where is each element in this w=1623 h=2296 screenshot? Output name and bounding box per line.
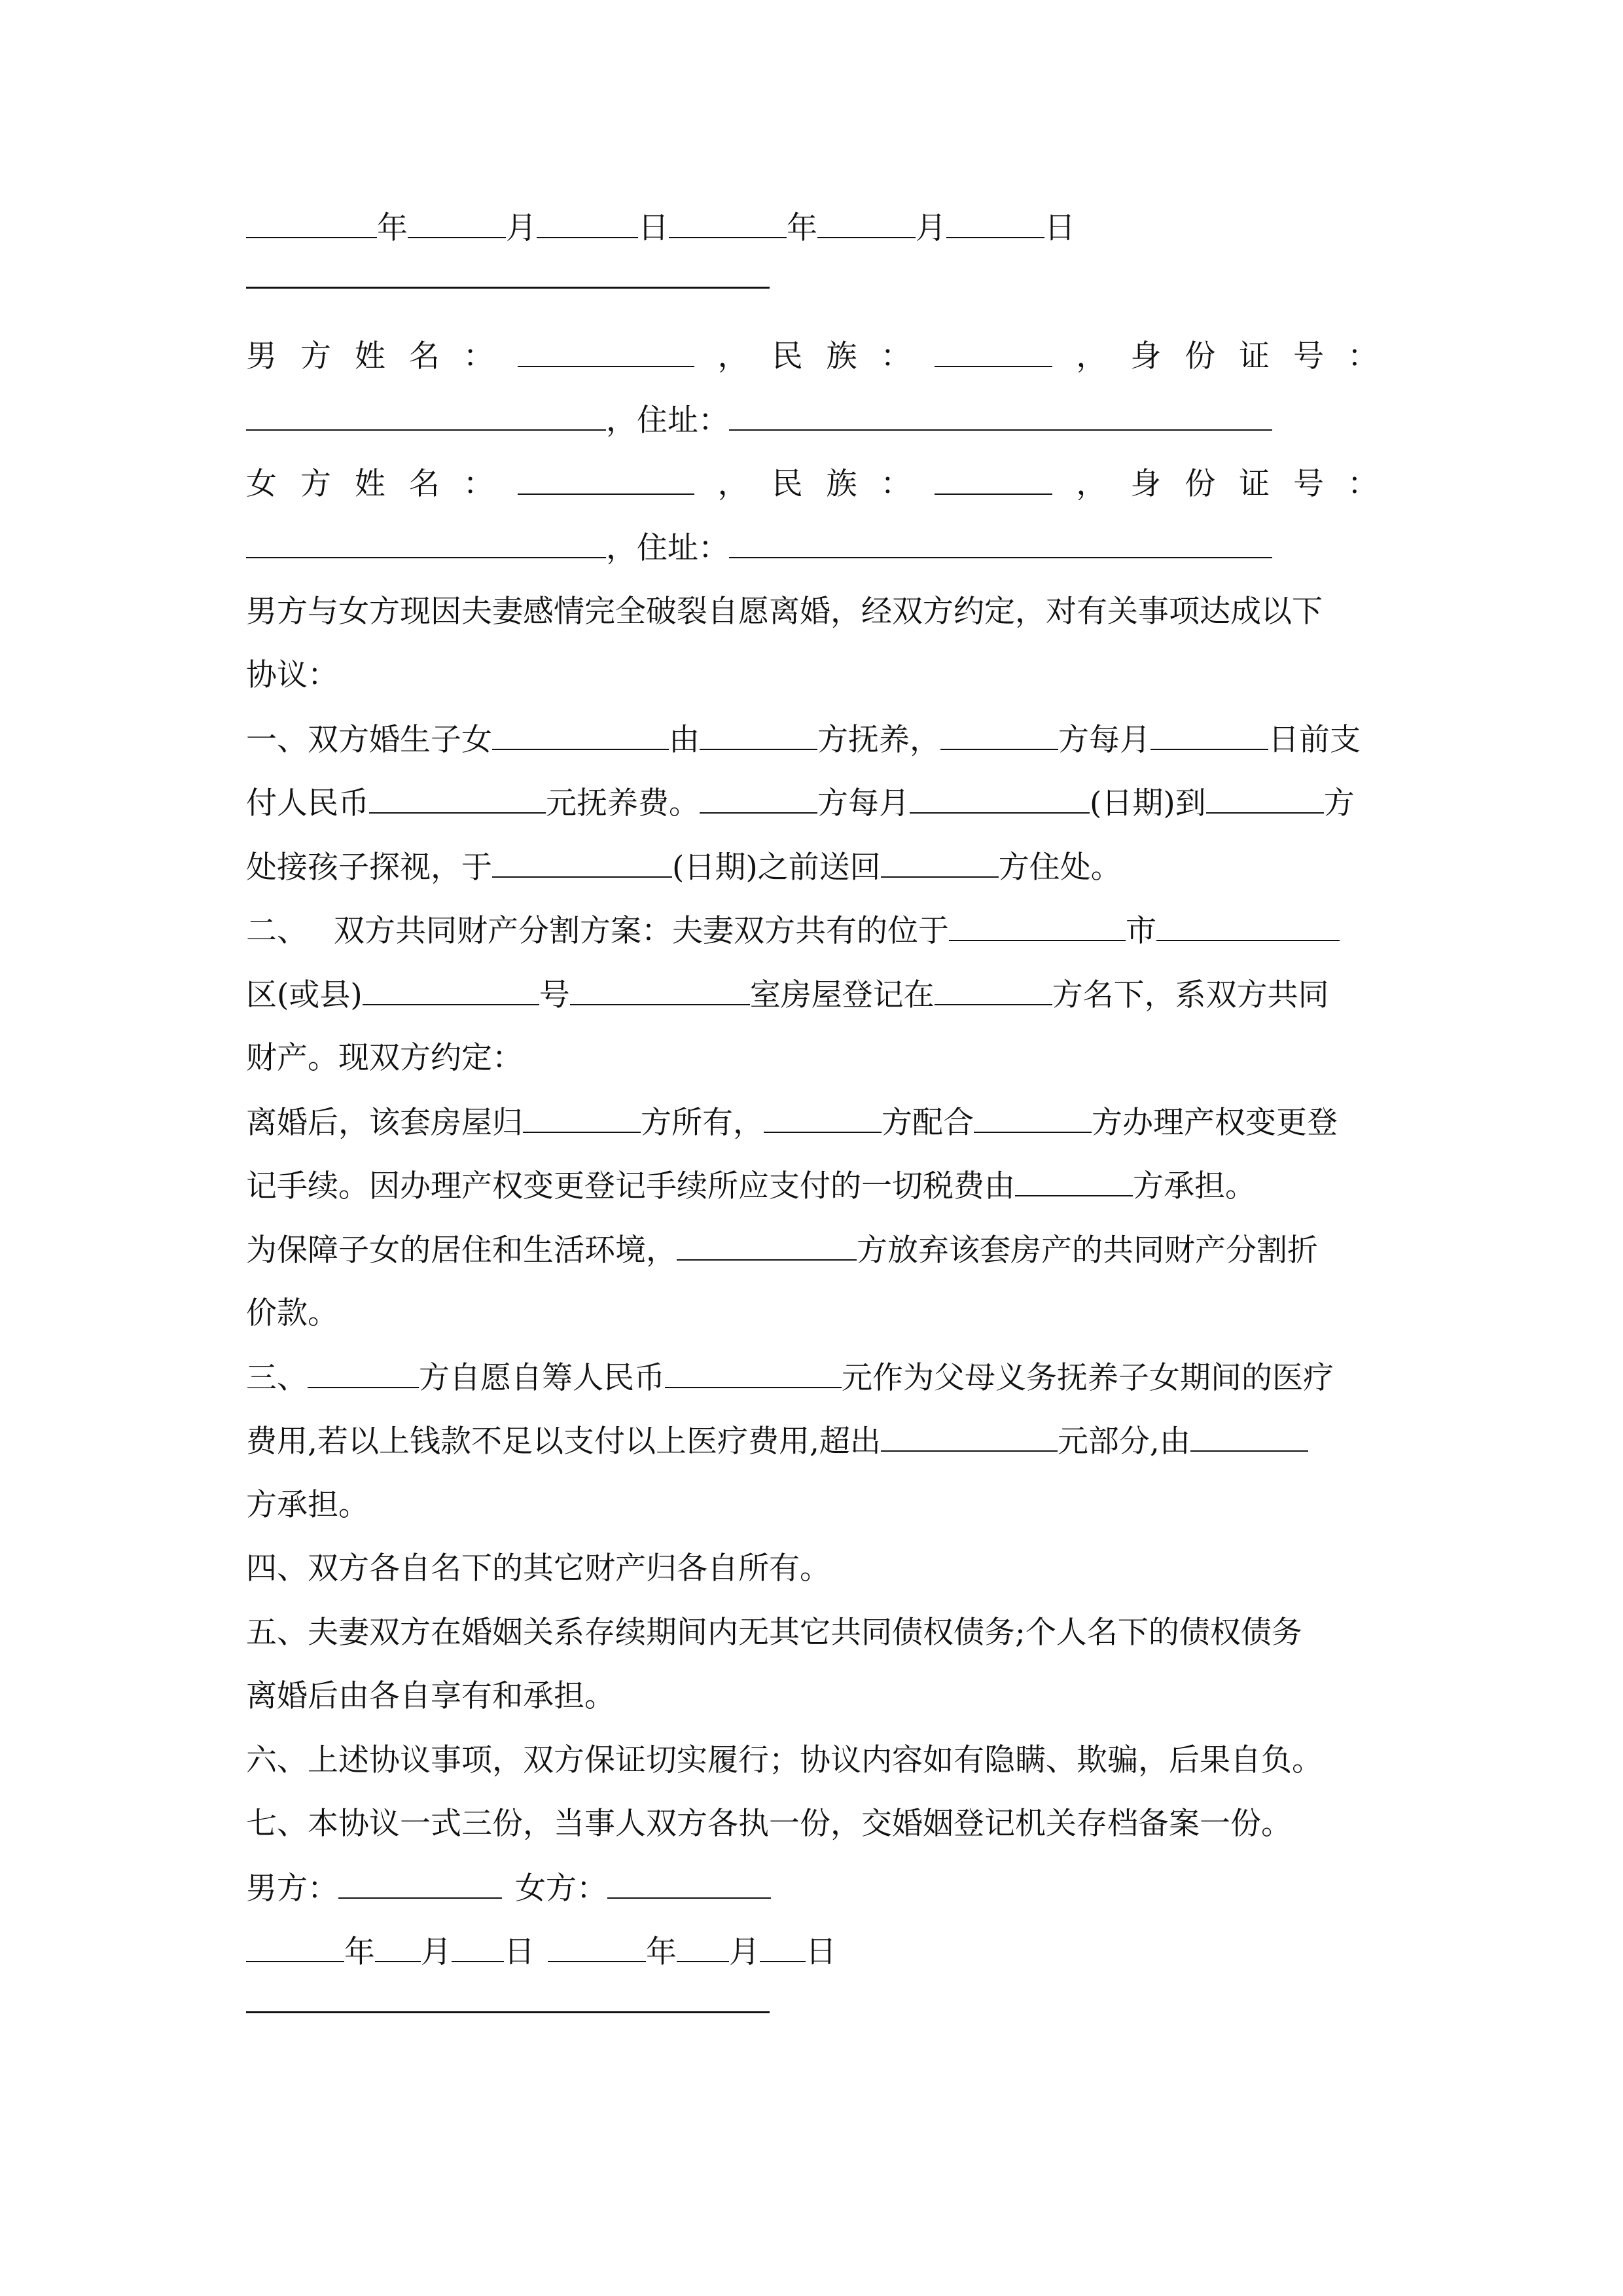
month-label: 月: [729, 1934, 760, 1970]
top-date-row: [246, 208, 1378, 248]
char: ：: [880, 466, 912, 502]
clause2-line-3: 财产。现双方约定：: [246, 1040, 523, 1076]
clause-text: 三、: [246, 1360, 308, 1396]
clause2-line-4: [246, 1103, 1378, 1143]
char: ：: [1347, 338, 1378, 374]
char: 女: [246, 466, 277, 502]
year-blank[interactable]: [246, 1932, 344, 1962]
party-blank[interactable]: [940, 720, 1058, 750]
clause-text: 离婚后，该套房屋归: [246, 1105, 523, 1141]
clause1-line-1: [246, 720, 1378, 760]
clause-text: 费用,若以上钱款不足以支付以上医疗费用,超出: [246, 1424, 881, 1460]
party-blank[interactable]: [308, 1358, 419, 1388]
district-blank[interactable]: [1156, 911, 1340, 941]
char: 身: [1130, 338, 1162, 374]
clause-text: 方: [1323, 785, 1355, 821]
clause-text: 方放弃该套房产的共同财产分割折: [857, 1232, 1318, 1268]
female-info-row: [246, 465, 1378, 504]
clause-text: 方自愿自筹人民币: [419, 1360, 665, 1396]
char: 名: [408, 338, 440, 374]
day-label: 日: [806, 1934, 836, 1970]
party-blank[interactable]: [1015, 1166, 1133, 1196]
clause-text: 区(或县): [246, 977, 363, 1013]
city-blank[interactable]: [949, 911, 1126, 941]
char: 名: [408, 466, 440, 502]
clause-text: 付人民币: [246, 785, 369, 821]
party-blank[interactable]: [935, 975, 1052, 1005]
intro-line-2: 协议：: [246, 657, 338, 693]
char: 证: [1239, 338, 1270, 374]
male-name-blank[interactable]: [518, 337, 694, 367]
male-address-blank[interactable]: [729, 401, 1272, 431]
female-signature-blank[interactable]: [607, 1869, 771, 1899]
year-blank[interactable]: [246, 208, 377, 238]
day-label: 日: [1044, 210, 1075, 246]
male-signature-blank[interactable]: [338, 1869, 502, 1899]
party-blank[interactable]: [700, 783, 817, 814]
day-blank[interactable]: [760, 1932, 806, 1962]
year-label: 年: [377, 210, 408, 246]
clause-text: 元作为父母义务抚养子女期间的医疗: [842, 1360, 1334, 1396]
char: 号: [1293, 338, 1325, 374]
clause1-line-2: [246, 783, 1378, 823]
char: ：: [1347, 466, 1378, 502]
female-address-blank[interactable]: [729, 528, 1272, 558]
char: 族: [826, 466, 857, 502]
address-label: ，住址：: [606, 403, 729, 439]
char: ：: [880, 338, 912, 374]
clause-text: 方每月: [1058, 722, 1150, 758]
year-label: 年: [787, 210, 817, 246]
clause5-line-1: 五、夫妻双方在婚姻关系存续期间内无其它共同债权债务;个人名下的债权债务: [246, 1615, 1302, 1651]
month-blank[interactable]: [677, 1932, 729, 1962]
clause-text: 方住处。: [998, 850, 1122, 886]
party-blank[interactable]: [764, 1103, 882, 1133]
year-blank[interactable]: [669, 208, 787, 238]
clause-text: 元部分,由: [1057, 1424, 1190, 1460]
char: 方: [300, 338, 331, 374]
char: ，: [717, 466, 749, 502]
party-blank[interactable]: [523, 1103, 641, 1133]
clause-text: 处接孩子探视，于: [246, 850, 492, 886]
clause2-line-6: [246, 1230, 1378, 1270]
amount-blank[interactable]: [665, 1358, 842, 1388]
amount-blank[interactable]: [881, 1422, 1058, 1452]
clause-text: 双方共同财产分割方案：夫妻双方共有的位于: [334, 913, 949, 949]
female-name-blank[interactable]: [518, 465, 694, 495]
clause-text: 方承担。: [1133, 1168, 1256, 1204]
day-label: 日: [638, 210, 669, 246]
char: 族: [826, 338, 857, 374]
party-blank[interactable]: [700, 720, 817, 750]
month-blank[interactable]: [408, 208, 506, 238]
clause3-line-3: 方承担。: [246, 1487, 369, 1523]
char: 份: [1185, 466, 1216, 502]
party-blank[interactable]: [1190, 1422, 1308, 1452]
number-blank[interactable]: [363, 975, 539, 1005]
day-label: 日: [504, 1934, 535, 1970]
clause-text: 方所有，: [641, 1105, 764, 1141]
clause-text: 一、双方婚生子女: [246, 722, 492, 758]
children-blank[interactable]: [492, 720, 669, 750]
clause4-line: 四、双方各自名下的其它财产归各自所有。: [246, 1551, 830, 1587]
day-blank[interactable]: [946, 208, 1044, 238]
month-label: 月: [916, 210, 946, 246]
party-blank[interactable]: [974, 1103, 1092, 1133]
room-blank[interactable]: [570, 975, 750, 1005]
year-label: 年: [344, 1934, 375, 1970]
date-blank[interactable]: [910, 783, 1090, 814]
clause6-line: 六、上述协议事项，双方保证切实履行；协议内容如有隐瞒、欺骗，后果自负。: [246, 1742, 1323, 1778]
char: 姓: [354, 466, 385, 502]
char: 号: [1293, 466, 1325, 502]
female-address-row: [246, 528, 1378, 568]
clause2-line-7: 价款。: [246, 1295, 338, 1331]
dash-divider: [246, 2011, 770, 2013]
intro-line-1: 男方与女方现因夫妻感情完全破裂自愿离婚，经双方约定，对有关事项达成以下: [246, 594, 1323, 630]
clause2-line-2: [246, 975, 1378, 1015]
clause-text: 市: [1126, 913, 1156, 949]
day-blank[interactable]: [1150, 720, 1268, 750]
char: ：: [463, 338, 494, 374]
clause-text: 为保障子女的居住和生活环境，: [246, 1232, 677, 1268]
female-ethnic-blank[interactable]: [935, 465, 1052, 495]
day-blank[interactable]: [452, 1932, 504, 1962]
char: 民: [772, 338, 803, 374]
clause2-line-5: [246, 1166, 1378, 1206]
clause-text: 由: [669, 722, 700, 758]
clause-text: 元抚养费。: [546, 785, 700, 821]
clause-text: (日期)之前送回: [672, 850, 881, 886]
month-label: 月: [421, 1934, 452, 1970]
bottom-date-row: [246, 1932, 1378, 1972]
clause-text: 方名下，系双方共同: [1052, 977, 1329, 1013]
year-blank[interactable]: [548, 1932, 646, 1962]
clause-text: 方每月: [817, 785, 910, 821]
day-blank[interactable]: [537, 208, 638, 238]
clause5-line-2: 离婚后由各自享有和承担。: [246, 1678, 615, 1714]
clause-text: 方抚养，: [817, 722, 940, 758]
date-blank[interactable]: [492, 848, 672, 878]
address-label: ，住址：: [606, 530, 729, 566]
clause2-line-1: [246, 911, 1378, 951]
party-blank[interactable]: [1206, 783, 1324, 814]
year-label: 年: [646, 1934, 677, 1970]
char: 民: [772, 466, 803, 502]
char: 方: [300, 466, 331, 502]
clause-text: 方配合: [882, 1105, 974, 1141]
clause-text: 日前支: [1268, 722, 1361, 758]
char: 证: [1239, 466, 1270, 502]
clause1-line-3: [246, 848, 1378, 888]
char: 男: [246, 338, 277, 374]
clause-text: (日期)到: [1090, 785, 1206, 821]
char: 份: [1185, 338, 1216, 374]
char: ，: [1076, 466, 1107, 502]
clause-text: 室房屋登记在: [749, 977, 935, 1013]
clause3-line-1: [246, 1358, 1378, 1398]
char: ：: [463, 466, 494, 502]
char: 身: [1130, 466, 1162, 502]
male-info-row: [246, 337, 1378, 376]
char: 姓: [354, 338, 385, 374]
party-blank[interactable]: [881, 848, 999, 878]
signature-row: [246, 1869, 1378, 1909]
male-id-blank[interactable]: [246, 401, 606, 431]
month-blank[interactable]: [817, 208, 916, 238]
clause-text: 记手续。因办理产权变更登记手续所应支付的一切税费由: [246, 1168, 1015, 1204]
clause-text: 方办理产权变更登: [1092, 1105, 1338, 1141]
dash-divider: [246, 287, 770, 289]
female-id-blank[interactable]: [246, 528, 606, 558]
clause7-line: 七、本协议一式三份，当事人双方各执一份，交婚姻登记机关存档备案一份。: [246, 1806, 1292, 1842]
male-ethnic-blank[interactable]: [935, 337, 1052, 367]
male-address-row: [246, 401, 1378, 440]
clause3-line-2: [246, 1422, 1378, 1462]
clause-text: 号: [539, 977, 570, 1013]
amount-blank[interactable]: [369, 783, 546, 814]
male-signature-label: 男方：: [246, 1871, 338, 1907]
party-blank[interactable]: [677, 1230, 857, 1261]
female-signature-label: 女方：: [515, 1871, 607, 1907]
char: ，: [717, 338, 749, 374]
month-blank[interactable]: [375, 1932, 421, 1962]
char: ，: [1076, 338, 1107, 374]
clause-text: 二、: [246, 913, 308, 949]
month-label: 月: [506, 210, 537, 246]
